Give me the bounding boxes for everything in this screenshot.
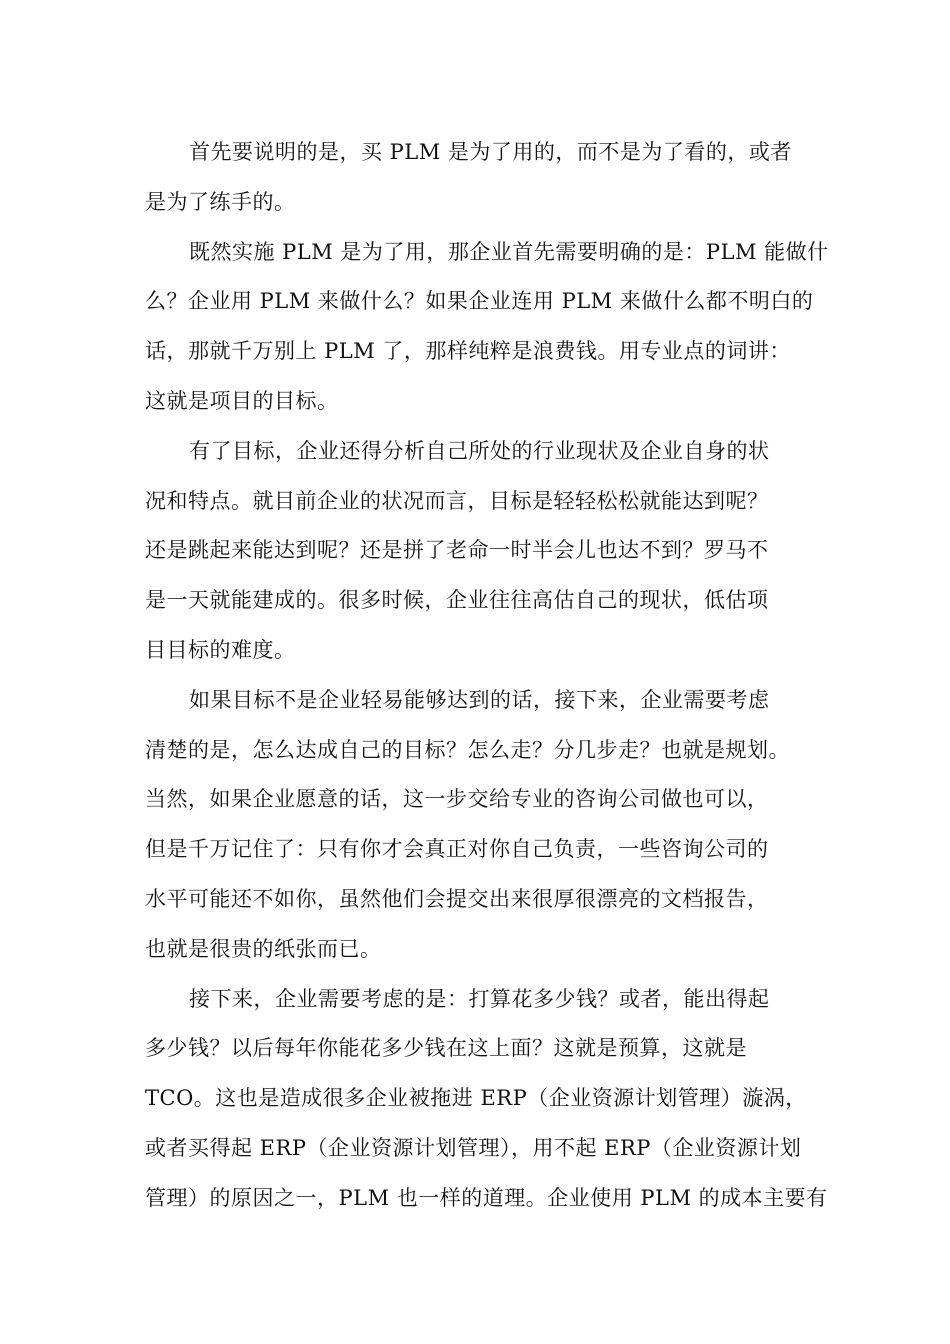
- paragraph-4-line-6: 也就是很贵的纸张而已。: [145, 936, 382, 961]
- paragraph-2-line-4: 这就是项目的目标。: [145, 388, 339, 413]
- paragraph-1-line-2: 是为了练手的。: [145, 189, 296, 214]
- paragraph-2-line-1: 既然实施 PLM 是为了用，那企业首先需要明确的是：PLM 能做什: [189, 239, 829, 264]
- paragraph-5-line-3: TCO。这也是造成很多企业被拖进 ERP（企业资源计划管理）漩涡，: [145, 1086, 807, 1111]
- paragraph-5-line-2: 多少钱？以后每年你能花多少钱在这上面？这就是预算，这就是: [145, 1036, 747, 1061]
- paragraph-4-line-4: 但是千万记住了：只有你才会真正对你自己负责，一些咨询公司的: [145, 837, 769, 862]
- paragraph-3-line-5: 目目标的难度。: [145, 637, 296, 662]
- paragraph-4-line-2: 清楚的是，怎么达成自己的目标？怎么走？分几步走？也就是规划。: [145, 737, 790, 762]
- paragraph-3-line-1: 有了目标，企业还得分析自己所处的行业现状及企业自身的状: [189, 438, 770, 463]
- paragraph-5-line-1: 接下来，企业需要考虑的是：打算花多少钱？或者，能出得起: [189, 986, 770, 1011]
- paragraph-4-line-5: 水平可能还不如你，虽然他们会提交出来很厚很漂亮的文档报告，: [145, 886, 769, 911]
- paragraph-4-line-1: 如果目标不是企业轻易能够达到的话，接下来，企业需要考虑: [189, 687, 770, 712]
- document-body: [145, 128, 829, 1224]
- paragraph-2-line-2: 么？企业用 PLM 来做什么？如果企业连用 PLM 来做什么都不明白的: [145, 289, 814, 314]
- paragraph-5-line-5: 管理）的原因之一，PLM 也一样的道理。企业使用 PLM 的成本主要有: [145, 1185, 828, 1210]
- paragraph-2-line-3: 话，那就千万别上 PLM 了，那样纯粹是浪费钱。用专业点的词讲：: [145, 339, 791, 364]
- paragraph-4-line-3: 当然，如果企业愿意的话，这一步交给专业的咨询公司做也可以，: [145, 787, 769, 812]
- paragraph-3-line-3: 还是跳起来能达到呢？还是拼了老命一时半会儿也达不到？罗马不: [145, 538, 769, 563]
- paragraph-1-line-1: 首先要说明的是，买 PLM 是为了用的，而不是为了看的，或者: [189, 140, 792, 164]
- paragraph-3-line-4: 是一天就能建成的。很多时候，企业往往高估自己的现状，低估项: [145, 588, 769, 613]
- paragraph-5-line-4: 或者买得起 ERP（企业资源计划管理），用不起 ERP（企业资源计划: [145, 1135, 802, 1160]
- paragraph-3-line-2: 况和特点。就目前企业的状况而言，目标是轻轻松松就能达到呢？: [145, 488, 769, 513]
